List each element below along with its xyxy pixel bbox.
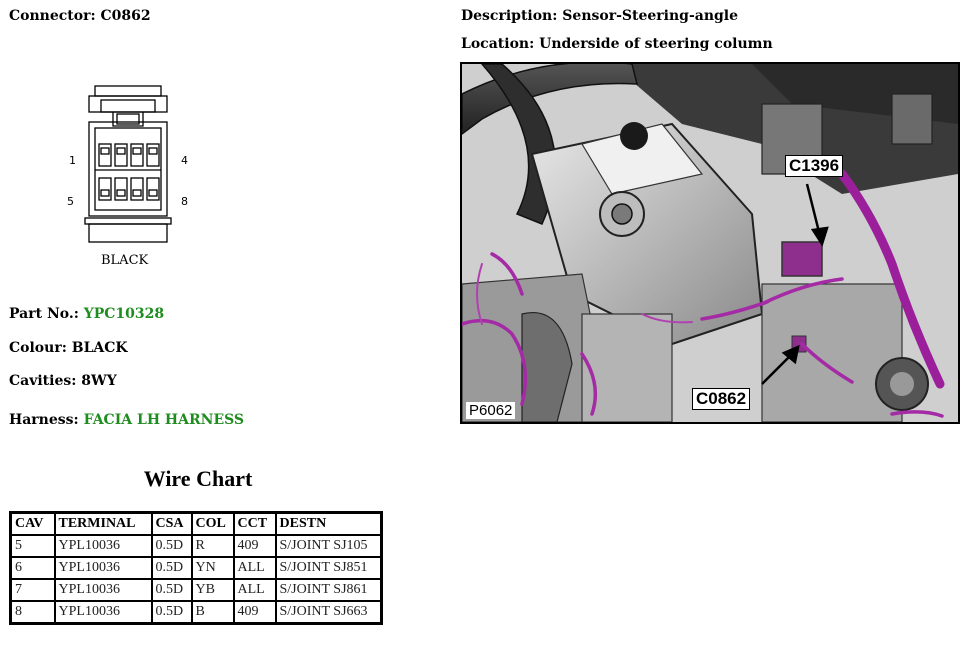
- cell-destn: S/JOINT SJ851: [276, 557, 382, 579]
- cell-cct: 409: [234, 535, 276, 557]
- pin-8-label: 8: [181, 195, 188, 208]
- cell-destn: S/JOINT SJ663: [276, 601, 382, 624]
- col-header-destn: DESTN: [276, 513, 382, 536]
- col-header-col: COL: [192, 513, 234, 536]
- col-header-terminal: TERMINAL: [55, 513, 152, 536]
- cell-csa: 0.5D: [152, 579, 192, 601]
- photo-reference: P6062: [466, 402, 515, 419]
- col-header-csa: CSA: [152, 513, 192, 536]
- location-value: Underside of steering column: [539, 36, 773, 52]
- steering-column-illustration: [462, 64, 958, 422]
- harness-label: Harness: FACIA LH HARNESS: [9, 412, 245, 428]
- cavities-label: Cavities: 8WY: [9, 373, 117, 389]
- cell-terminal: YPL10036: [55, 557, 152, 579]
- description-value: Sensor-Steering-angle: [562, 8, 739, 24]
- col-header-cct: CCT: [234, 513, 276, 536]
- cell-terminal: YPL10036: [55, 535, 152, 557]
- callout-c1396: C1396: [785, 155, 843, 177]
- callout-c0862: C0862: [692, 388, 750, 410]
- connector-label: Connector: C0862: [9, 8, 151, 24]
- harness-link[interactable]: FACIA LH HARNESS: [83, 412, 245, 428]
- table-row: [11, 601, 382, 624]
- part-no-label: Part No.: YPC10328: [9, 306, 165, 322]
- cell-col: R: [192, 535, 234, 557]
- cell-cav: 7: [11, 579, 55, 601]
- colour-value: BLACK: [71, 340, 128, 356]
- cell-cct: ALL: [234, 579, 276, 601]
- cell-destn: S/JOINT SJ105: [276, 535, 382, 557]
- cell-terminal: YPL10036: [55, 601, 152, 624]
- cell-col: YB: [192, 579, 234, 601]
- cell-col: YN: [192, 557, 234, 579]
- col-header-cav: CAV: [11, 513, 55, 536]
- cell-csa: 0.5D: [152, 601, 192, 624]
- location-label: Location: Underside of steering column: [461, 36, 773, 52]
- cell-terminal: YPL10036: [55, 579, 152, 601]
- part-no-link[interactable]: YPC10328: [83, 306, 165, 322]
- cell-col: B: [192, 601, 234, 624]
- cell-cct: ALL: [234, 557, 276, 579]
- cell-cav: 8: [11, 601, 55, 624]
- cell-csa: 0.5D: [152, 535, 192, 557]
- diagram-colour-label: BLACK: [101, 253, 149, 268]
- connector-face-diagram: [55, 82, 195, 272]
- cell-cav: 6: [11, 557, 55, 579]
- pin-1-label: 1: [69, 154, 76, 167]
- table-row: [11, 535, 382, 557]
- wire-chart-title: Wire Chart: [143, 466, 253, 491]
- wire-chart-table: [9, 511, 383, 625]
- cavities-value: 8WY: [81, 373, 117, 389]
- pin-5-label: 5: [67, 195, 74, 208]
- description-label: Description: Sensor-Steering-angle: [461, 8, 739, 24]
- table-row: [11, 579, 382, 601]
- cell-csa: 0.5D: [152, 557, 192, 579]
- colour-label: Colour: BLACK: [9, 340, 128, 356]
- connector-id: C0862: [100, 8, 151, 24]
- wire-chart-header-row: [11, 513, 382, 536]
- location-photo: [460, 62, 960, 424]
- table-row: [11, 557, 382, 579]
- cell-cct: 409: [234, 601, 276, 624]
- pin-4-label: 4: [181, 154, 188, 167]
- cell-cav: 5: [11, 535, 55, 557]
- cell-destn: S/JOINT SJ861: [276, 579, 382, 601]
